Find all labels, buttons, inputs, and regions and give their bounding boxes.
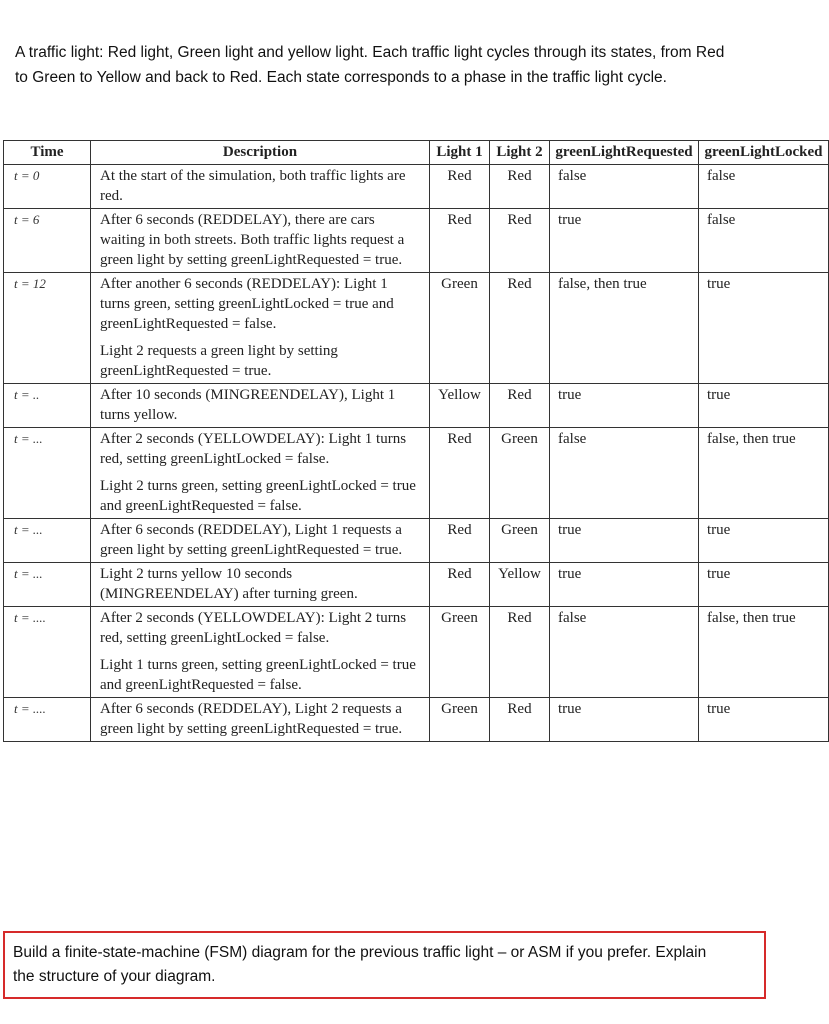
header-light-2: Light 2 [490,141,550,165]
header-time: Time [4,141,91,165]
cell-description [91,209,430,273]
cell-time: t = ... [4,519,91,563]
description-paragraph: After 10 seconds (MINGREENDELAY), Light 1 turns yellow. [100,387,396,423]
cell-green-light-requested: false, then true [550,273,699,384]
cell-green-light-locked: true [699,384,829,428]
header-light-1: Light 1 [430,141,490,165]
cell-time: t = ... [4,428,91,519]
cell-light-2: Yellow [490,563,550,607]
intro-line-2: to Green to Yellow and back to Red. Each state corresponds to a phase in the traffic light cycle. [15,69,667,86]
description-paragraph: After 6 seconds (REDDELAY), Light 1 requests a green light by setting greenLightRequested = true. [100,522,403,558]
cell-green-light-requested: true [550,698,699,742]
description-paragraph: After 2 seconds (YELLOWDELAY): Light 1 turns red, setting greenLightLocked = false. [100,431,407,467]
cell-light-1: Green [430,607,490,698]
cell-light-1: Green [430,273,490,384]
task-prompt-line-1: Build a finite-state-machine (FSM) diagram for the previous traffic light – or ASM if you prefer. Explain [13,944,707,961]
header-green-light-locked: greenLightLocked [699,141,829,165]
description-paragraph: After 6 seconds (REDDELAY), Light 2 requests a green light by setting greenLightRequested = true. [100,701,403,737]
cell-light-1: Red [430,519,490,563]
cell-time: t = .... [4,607,91,698]
cell-time: t = 12 [4,273,91,384]
description-paragraph: At the start of the simulation, both traffic lights are red. [100,168,406,204]
cell-light-1: Red [430,209,490,273]
cell-description [91,698,430,742]
cell-green-light-locked: false [699,165,829,209]
cell-green-light-locked: true [699,563,829,607]
cell-green-light-locked: false, then true [699,607,829,698]
description-paragraph: Light 2 turns green, setting greenLightLocked = true and greenLightRequested = false. [100,478,416,514]
intro-paragraph [15,40,805,90]
cell-time: t = 6 [4,209,91,273]
cell-green-light-requested: false [550,428,699,519]
cell-light-2: Red [490,209,550,273]
description-paragraph: Light 1 turns green, setting greenLightLocked = true and greenLightRequested = false. [100,657,416,693]
cell-green-light-requested: true [550,209,699,273]
cell-green-light-requested: false [550,165,699,209]
cell-description [91,607,430,698]
table-row [4,209,829,273]
cell-time: t = 0 [4,165,91,209]
cell-green-light-locked: false, then true [699,428,829,519]
cell-description [91,428,430,519]
cell-light-2: Red [490,607,550,698]
traffic-light-table [3,140,829,742]
description-paragraph: Light 2 turns yellow 10 seconds (MINGREENDELAY) after turning green. [100,566,358,602]
intro-line-1: A traffic light: Red light, Green light and yellow light. Each traffic light cycles through its states, from Red [15,44,725,61]
cell-light-2: Green [490,428,550,519]
cell-green-light-requested: true [550,384,699,428]
table-row [4,273,829,384]
cell-green-light-locked: false [699,209,829,273]
table-row [4,607,829,698]
task-prompt-box [3,931,766,999]
header-description: Description [91,141,430,165]
cell-light-1: Green [430,698,490,742]
cell-time: t = .... [4,698,91,742]
cell-description [91,563,430,607]
cell-green-light-locked: true [699,519,829,563]
table-row [4,519,829,563]
cell-description [91,273,430,384]
cell-light-2: Red [490,384,550,428]
table-header-row [4,141,829,165]
task-prompt-line-2: the structure of your diagram. [13,968,216,985]
cell-light-2: Red [490,698,550,742]
description-paragraph: After 2 seconds (YELLOWDELAY): Light 2 turns red, setting greenLightLocked = false. [100,610,407,646]
table-row [4,165,829,209]
cell-light-1: Yellow [430,384,490,428]
description-paragraph: After another 6 seconds (REDDELAY): Light 1 turns green, setting greenLightLocked = true and greenLightRequested = false. [100,276,394,332]
cell-light-2: Green [490,519,550,563]
cell-time: t = ... [4,563,91,607]
table-row [4,384,829,428]
table-row [4,428,829,519]
cell-green-light-requested: true [550,563,699,607]
cell-green-light-locked: true [699,698,829,742]
cell-light-1: Red [430,428,490,519]
cell-light-1: Red [430,165,490,209]
cell-description [91,384,430,428]
cell-description [91,519,430,563]
cell-green-light-requested: true [550,519,699,563]
cell-time: t = .. [4,384,91,428]
cell-green-light-requested: false [550,607,699,698]
description-paragraph: Light 2 requests a green light by setting greenLightRequested = true. [100,343,338,379]
header-green-light-requested: greenLightRequested [550,141,699,165]
cell-green-light-locked: true [699,273,829,384]
table-row [4,563,829,607]
cell-light-2: Red [490,273,550,384]
cell-light-2: Red [490,165,550,209]
description-paragraph: After 6 seconds (REDDELAY), there are cars waiting in both streets. Both traffic lights request a green light by setting greenLightRequested = true. [100,212,405,268]
cell-description [91,165,430,209]
table-row [4,698,829,742]
cell-light-1: Red [430,563,490,607]
